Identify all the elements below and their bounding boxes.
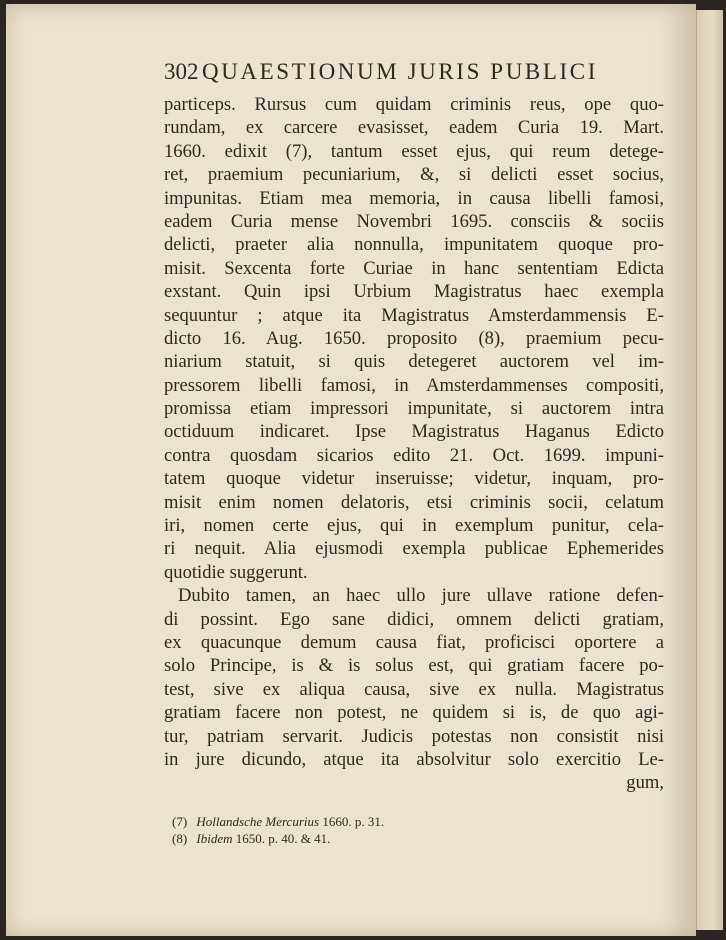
text-line: niarium statuit, si quis detegeret auctorem vel im- [164, 351, 664, 373]
text-line: tur, patriam servarit. Judicis potestas non consistit nisi [164, 725, 664, 747]
text-line: impunitas. Etiam mea memoria, in causa libelli famosi, [164, 187, 664, 209]
text-line: contra quosdam sicarios edito 21. Oct. 1699. impuni- [164, 444, 664, 466]
text-line: eadem Curia mense Novembri 1695. consciis & sociis [164, 210, 664, 232]
text-line: 1660. edixit (7), tantum esset ejus, qui reum detege- [164, 140, 664, 162]
text-line: gratiam facere non potest, ne quidem si is, de quo agi- [164, 702, 664, 724]
page-number: 302 [164, 59, 199, 84]
text-line: rundam, ex carcere evasisset, eadem Curia 19. Mart. [164, 117, 664, 139]
text-line: tatem quoque videtur inseruisse; videtur, inquam, pro- [164, 468, 664, 490]
page-content [164, 59, 664, 847]
text-line: misit. Sexcenta forte Curiae in hanc sententiam Edicta [164, 257, 664, 279]
footnote-mark: (8) [172, 830, 188, 846]
text-line: ex quacunque demum causa fiat, proficisci oportere a [164, 631, 664, 653]
text-line: octiduum indicaret. Ipse Magistratus Haganus Edicto [164, 421, 664, 443]
text-line: iri, nomen certe ejus, qui in exemplum punitur, cela- [164, 515, 664, 537]
running-head: QUAESTIONUM JURIS PUBLICI [202, 59, 598, 84]
paragraph-1 [164, 93, 664, 584]
text-line: quotidie suggerunt. [164, 561, 308, 583]
footnote [164, 813, 664, 830]
text-line: ret, praemium pecuniarium, &, si delicti esset socius, [164, 164, 664, 186]
text-line: delicti, praeter alia nonnulla, impunitatem quoque pro- [164, 234, 664, 256]
text-line: particeps. Rursus cum quidam criminis reus, ope quo- [164, 94, 664, 115]
text-line: ri nequit. Alia ejusmodi exempla publicae Ephemerides [164, 538, 664, 560]
footnote-citation: Ibidem [196, 830, 233, 846]
text-line: solo Principe, is & is solus est, qui gratiam facere po- [164, 655, 664, 677]
text-line: exstant. Quin ipsi Urbium Magistratus haec exempla [164, 281, 664, 303]
book-page [6, 4, 696, 936]
text-line: promissa etiam impressori impunitate, si auctorem intra [164, 398, 664, 420]
text-line: sequuntur ; atque ita Magistratus Amsterdammensis E- [164, 304, 664, 326]
footnote-citation: Hollandsche Mercurius [196, 813, 320, 829]
text-line: in jure dicundo, atque ita absolvitur solo exercitio Le- [164, 748, 664, 770]
footnote-reference: 1650. p. 40. & 41. [235, 830, 331, 846]
paragraph-2 [164, 584, 664, 795]
page-header [164, 59, 664, 93]
text-line: Dubito tamen, an haec ullo jure ullave ratione defen- [178, 585, 664, 607]
footnotes [164, 813, 664, 847]
footnote [164, 830, 664, 847]
page-edge [696, 10, 723, 930]
footnote-reference: 1660. p. 31. [322, 813, 385, 829]
text-line: pressorem libelli famosi, in Amsterdammenses compositi, [164, 374, 664, 396]
text-line: di possint. Ego sane didici, omnem delicti gratiam, [164, 608, 664, 630]
text-line: test, sive ex aliqua causa, sive ex nulla. Magistratus [164, 678, 664, 700]
footnote-mark: (7) [172, 813, 188, 829]
text-line: dicto 16. Aug. 1650. proposito (8), praemium pecu- [164, 327, 664, 349]
catchword: gum, [626, 772, 664, 794]
text-line: misit enim nomen delatoris, etsi criminis socii, celatum [164, 491, 664, 513]
footnote-separator [164, 795, 664, 809]
